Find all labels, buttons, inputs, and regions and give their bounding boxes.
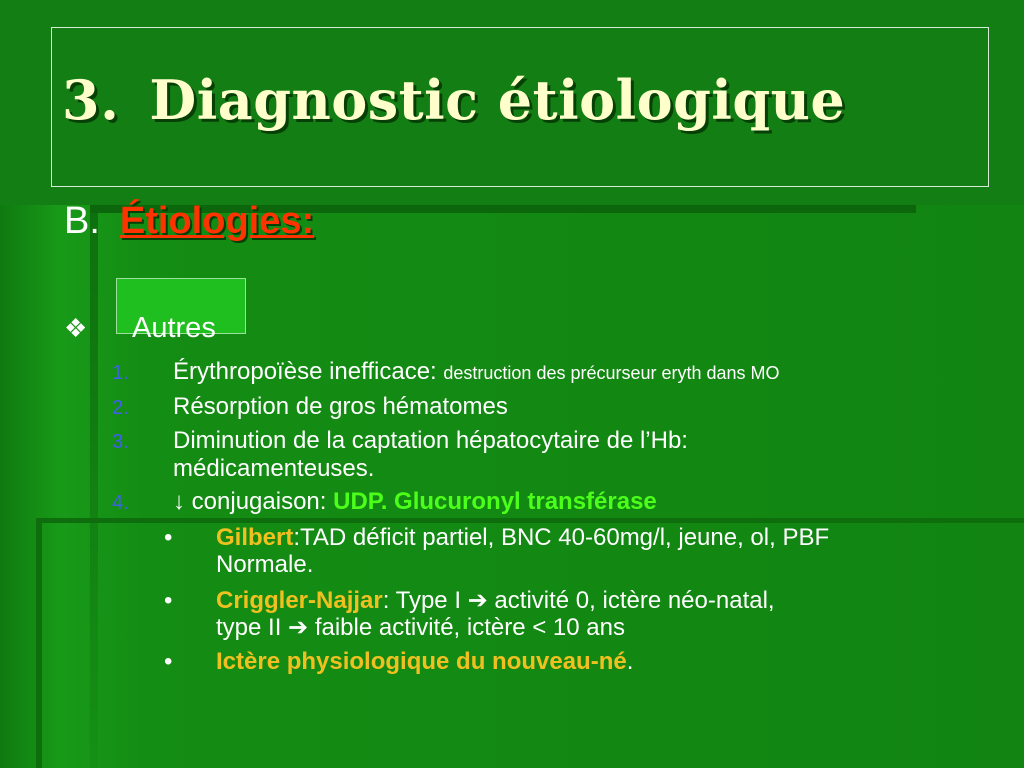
bullet-dot: • xyxy=(164,648,173,675)
condition-name: Gilbert xyxy=(216,524,294,551)
list-item-highlight: UDP. Glucuronyl transférase xyxy=(333,488,657,515)
section-heading xyxy=(64,200,314,243)
list-number: 2. xyxy=(112,397,129,419)
slide-title xyxy=(62,68,845,132)
section-letter: B. xyxy=(64,200,100,242)
title-number: 3. xyxy=(62,68,120,132)
decorative-vertical-strip xyxy=(90,213,98,768)
list-number: 3. xyxy=(112,431,129,453)
condition-desc-line2: Normale. xyxy=(216,551,314,578)
condition-desc-line2: type II ➔ faible activité, ictère < 10 ans xyxy=(216,614,625,641)
sub-bullet xyxy=(164,524,829,578)
bullet-dot: • xyxy=(164,524,173,551)
list-item-detail: destruction des précurseur eryth dans MO xyxy=(443,363,780,383)
list-item xyxy=(112,427,688,483)
list-number: 1. xyxy=(112,362,129,384)
list-item-prefix: ↓ conjugaison: xyxy=(173,488,334,515)
condition-desc-line1: : Type I ➔ activité 0, ictère néo-natal, xyxy=(382,587,775,614)
condition-desc-end: . xyxy=(626,648,634,675)
decorative-horizontal-strip-2 xyxy=(36,518,1024,523)
condition-desc-line1: :TAD déficit partiel, BNC 40-60mg/l, jeune, ol, PBF xyxy=(293,524,830,551)
sub-bullet xyxy=(164,648,633,676)
condition-name: Criggler-Najjar xyxy=(216,587,383,614)
list-item-separator: : xyxy=(430,358,444,385)
list-item-main: Érythropoïèse inefficace xyxy=(173,358,431,385)
section-heading-text: Étiologies: xyxy=(119,200,315,242)
title-text: Diagnostic étiologique xyxy=(149,68,846,132)
decorative-vertical-strip-2 xyxy=(36,518,42,768)
main-bullet xyxy=(64,312,216,345)
list-item-line2: médicamenteuses. xyxy=(173,455,375,482)
list-item-line1: Diminution de la captation hépatocytaire de l’Hb: xyxy=(173,427,688,454)
list-item xyxy=(112,488,657,516)
diamond-bullet-icon: ❖ xyxy=(64,313,88,343)
sub-bullet xyxy=(164,587,775,641)
list-number: 4. xyxy=(112,492,129,514)
condition-name: Ictère physiologique du nouveau-né xyxy=(216,648,627,675)
list-item-text: Résorption de gros hématomes xyxy=(173,393,508,420)
main-bullet-label: Autres xyxy=(132,312,216,344)
bullet-dot: • xyxy=(164,587,173,614)
list-item xyxy=(112,358,780,386)
list-item xyxy=(112,393,508,421)
